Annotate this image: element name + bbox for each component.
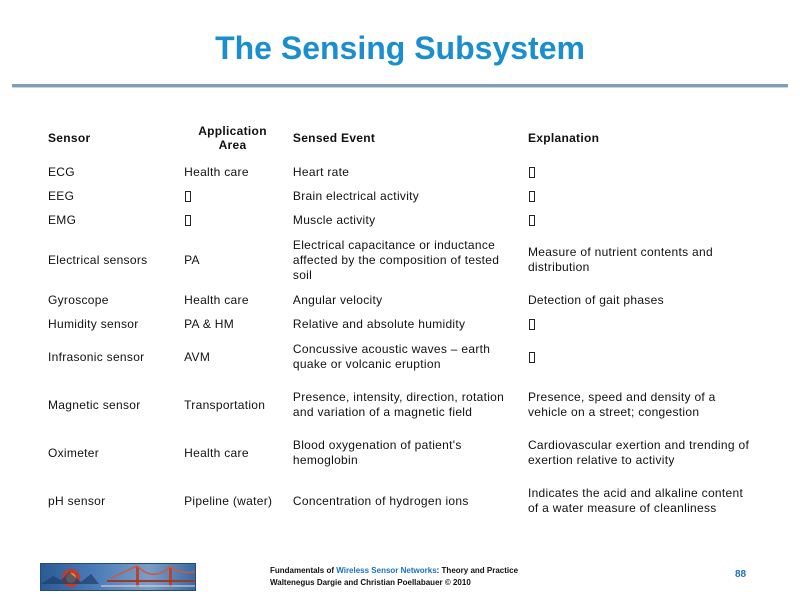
cell-area: Health care [184, 164, 249, 179]
header-explanation: Explanation [527, 131, 600, 145]
placeholder-box-icon [185, 191, 191, 202]
placeholder-box-icon [529, 352, 535, 363]
cell-sensor: Infrasonic sensor [48, 349, 145, 364]
table-header-row [42, 116, 762, 160]
footer-banner-image [40, 563, 196, 591]
cell-explanation: Presence, speed and density of a vehicle on a street; congestion [527, 390, 716, 419]
table-row [42, 336, 762, 378]
cell-sensor: Magnetic sensor [48, 397, 141, 412]
cell-event: Muscle activity [292, 212, 376, 227]
cell-event: Concentration of hydrogen ions [292, 493, 469, 508]
cell-sensor: Oximeter [48, 445, 100, 460]
cell-explanation: Measure of nutrient contents and distribution [527, 245, 713, 274]
cell-event: Brain electrical activity [292, 188, 420, 203]
cell-area: AVM [184, 349, 211, 364]
cell-event: Heart rate [292, 164, 350, 179]
cell-explanation: Indicates the acid and alkaline content of a water measure of cleanliness [527, 486, 744, 515]
cell-area: PA [184, 252, 200, 267]
cell-event: Concussive acoustic waves – earth quake or volcanic eruption [292, 342, 491, 371]
table-row [42, 312, 762, 336]
cell-area: Pipeline (water) [184, 493, 273, 508]
table-row [42, 184, 762, 208]
table-row [42, 288, 762, 312]
footer-authors: Waltenegus Dargie and Christian Poellabauer © 2010 [270, 578, 471, 587]
cell-event: Blood oxygenation of patient's hemoglobin [292, 438, 462, 467]
placeholder-box-icon [529, 319, 535, 330]
cell-area: PA & HM [184, 316, 235, 331]
cell-explanation [522, 160, 762, 184]
cell-area [178, 184, 287, 208]
header-application-area: Application Area [198, 124, 267, 152]
bridge-banner-icon [41, 564, 195, 590]
table-row [42, 474, 762, 528]
header-sensed-event: Sensed Event [292, 131, 376, 145]
header-sensor: Sensor [48, 131, 91, 145]
cell-explanation [522, 184, 762, 208]
table-row [42, 378, 762, 432]
cell-sensor: Humidity sensor [48, 316, 139, 331]
cell-event: Angular velocity [292, 292, 383, 307]
page-number: 88 [735, 569, 747, 580]
slide-title: The Sensing Subsystem [215, 30, 585, 66]
cell-area: Transportation [184, 397, 266, 412]
cell-event: Electrical capacitance or inductance affected by the composition of tested soil [292, 237, 500, 282]
table-row [42, 432, 762, 474]
cell-event: Relative and absolute humidity [292, 316, 466, 331]
placeholder-box-icon [529, 191, 535, 202]
footer-book-title: Fundamentals of Wireless Sensor Networks: Theory and Practice [270, 566, 519, 575]
sensor-table [42, 116, 762, 528]
cell-sensor: ECG [48, 164, 75, 179]
cell-sensor: Electrical sensors [48, 252, 148, 267]
placeholder-box-icon [185, 215, 191, 226]
cell-explanation [522, 312, 762, 336]
placeholder-box-icon [529, 167, 535, 178]
cell-area [178, 208, 287, 232]
title-divider [12, 84, 788, 88]
table-row [42, 160, 762, 184]
table-row [42, 232, 762, 288]
cell-explanation: Detection of gait phases [527, 292, 664, 307]
cell-area: Health care [184, 292, 249, 307]
table-row [42, 208, 762, 232]
footer-highlight: Wireless Sensor Networks [336, 566, 437, 575]
placeholder-box-icon [529, 215, 535, 226]
cell-area: Health care [184, 445, 249, 460]
cell-sensor: EEG [48, 188, 75, 203]
cell-sensor: pH sensor [48, 493, 106, 508]
cell-sensor: EMG [48, 212, 77, 227]
cell-event: Presence, intensity, direction, rotation and variation of a magnetic field [292, 390, 505, 419]
footer-citation [270, 565, 518, 589]
cell-sensor: Gyroscope [48, 292, 109, 307]
cell-explanation: Cardiovascular exertion and trending of exertion relative to activity [527, 438, 750, 467]
cell-explanation [522, 208, 762, 232]
cell-explanation [522, 336, 762, 378]
